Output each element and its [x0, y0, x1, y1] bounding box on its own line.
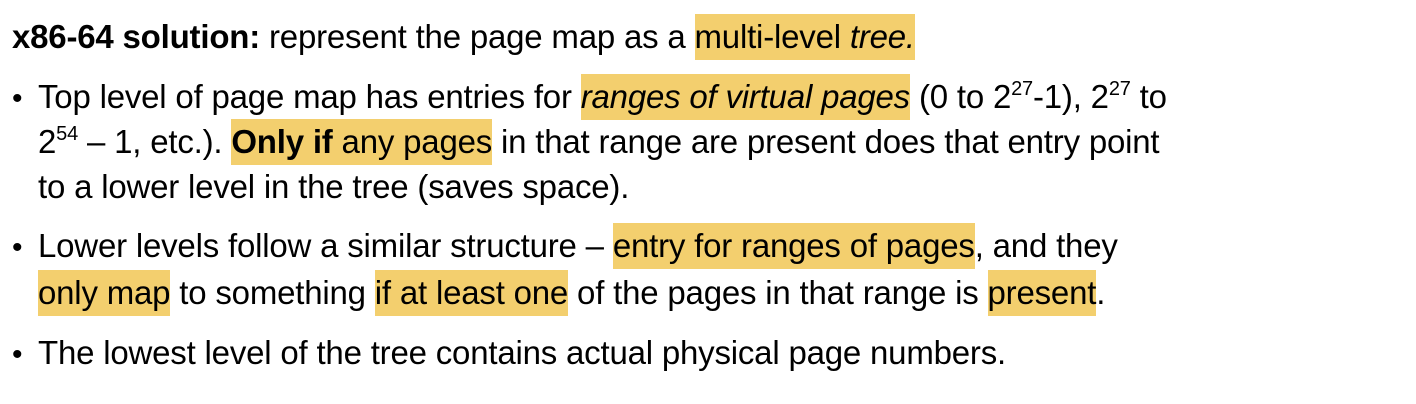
- text: Top level of page map has entries for: [38, 78, 581, 115]
- text: The lowest level of the tree contains actual physical page numbers.: [38, 334, 1006, 371]
- highlight-bold: Only if: [231, 123, 333, 160]
- text: in that range are present does that entry point: [492, 123, 1160, 160]
- highlight-ranges-virtual-pages: ranges of virtual pages: [581, 74, 910, 120]
- slide-heading: [12, 14, 915, 60]
- superscript: 27: [1108, 78, 1131, 100]
- highlight-if-at-least-one: if at least one: [375, 270, 568, 316]
- highlight-only-map: only map: [38, 270, 170, 316]
- text: .: [1096, 274, 1106, 311]
- bullet-2-marker: •: [12, 231, 23, 264]
- heading-highlight: [695, 14, 915, 60]
- highlight-only-if-any-pages: [231, 119, 492, 165]
- highlight-text: any pages: [332, 123, 493, 160]
- heading-highlight-text: multi-level: [694, 18, 850, 55]
- highlight-present: present: [988, 270, 1097, 316]
- bullet-1-line-3: [38, 164, 629, 210]
- bullet-3-line-1: [38, 330, 1006, 376]
- text: to something: [170, 274, 375, 311]
- bullet-3-marker: •: [12, 338, 23, 371]
- superscript: 54: [56, 123, 79, 145]
- text: (0 to 2: [910, 78, 1012, 115]
- heading-bold: x86-64 solution:: [12, 18, 261, 55]
- text: of the pages in that range is: [568, 274, 988, 311]
- bullet-2-line-1: [38, 223, 1118, 269]
- text: Lower levels follow a similar structure –: [38, 227, 613, 264]
- text: – 1, etc.).: [78, 123, 232, 160]
- superscript: 27: [1011, 78, 1033, 100]
- bullet-1-line-2: [38, 119, 1159, 165]
- heading-highlight-italic: tree.: [849, 18, 915, 55]
- text: , and they: [974, 227, 1118, 264]
- bullet-1-marker: •: [12, 82, 23, 115]
- text: to: [1130, 78, 1167, 115]
- bullet-1-line-1: [38, 74, 1167, 120]
- text: -1), 2: [1032, 78, 1109, 115]
- bullet-2-line-2: [38, 270, 1105, 316]
- text: 2: [38, 123, 57, 160]
- text: to a lower level in the tree (saves space).: [38, 168, 630, 205]
- highlight-entry-for-ranges: entry for ranges of pages: [613, 223, 975, 269]
- heading-text: represent the page map as a: [260, 18, 695, 55]
